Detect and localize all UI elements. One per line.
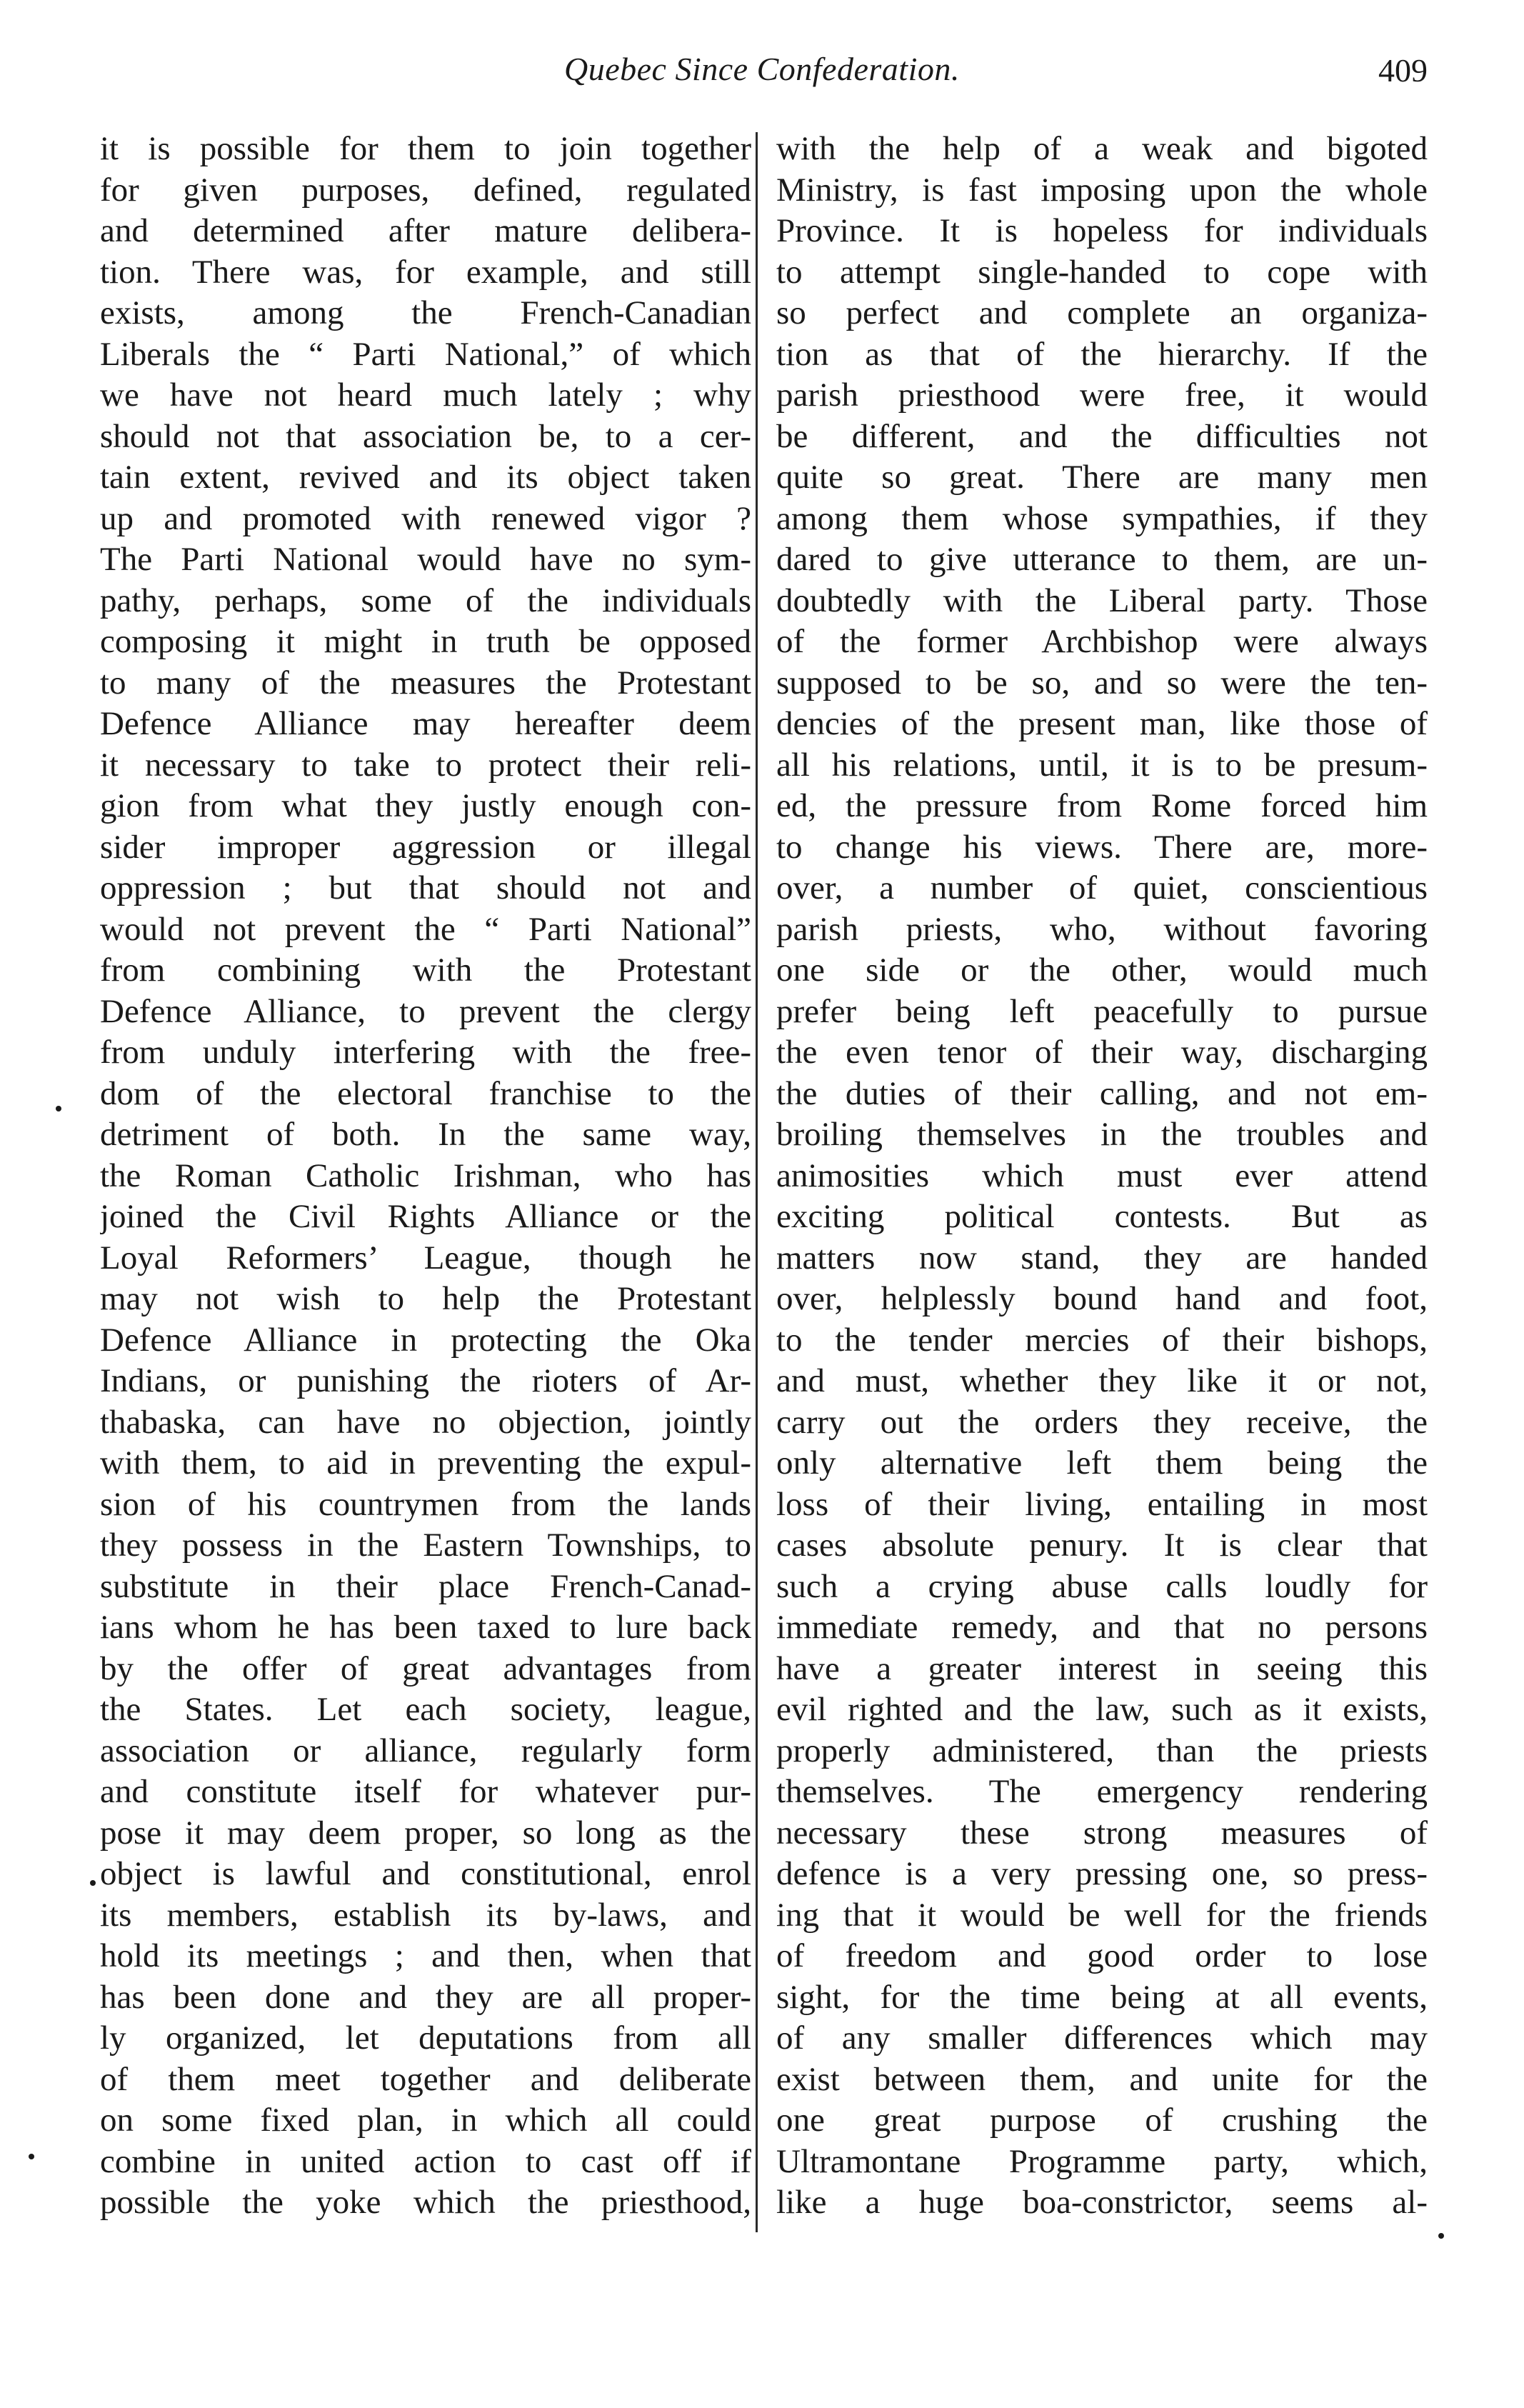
right-column-line: supposed to be so, and so were the ten- xyxy=(776,664,1428,701)
right-column-line: Ultramontane Programme party, which, xyxy=(776,2142,1428,2180)
right-column-line: properly administered, than the priests xyxy=(776,1732,1428,1769)
right-column-line: only alternative left them being the xyxy=(776,1444,1428,1482)
running-title: Quebec Since Confederation. xyxy=(564,51,960,87)
left-column-line: its members, establish its by-laws, and xyxy=(100,1896,751,1934)
left-column-line: it necessary to take to protect their reli- xyxy=(100,746,751,784)
left-column-line: gion from what they justly enough con- xyxy=(100,787,751,824)
ink-speck xyxy=(1438,2233,1444,2239)
left-column-line: tain extent, revived and its object taken xyxy=(100,459,751,496)
left-column-line: the Roman Catholic Irishman, who has xyxy=(100,1156,751,1194)
left-column-line: composing it might in truth be opposed xyxy=(100,623,751,660)
right-column-line: necessary these strong measures of xyxy=(776,1814,1428,1852)
right-column-line: defence is a very pressing one, so press- xyxy=(776,1855,1428,1892)
right-column-line: immediate remedy, and that no persons xyxy=(776,1609,1428,1646)
right-column-line: doubtedly with the Liberal party. Those xyxy=(776,581,1428,619)
left-column-line: we have not heard much lately ; why xyxy=(100,376,751,414)
right-column-line: to attempt single-handed to cope with xyxy=(776,253,1428,291)
left-column-line: Loyal Reformers’ League, though he xyxy=(100,1239,751,1277)
right-column xyxy=(776,129,1428,2224)
right-column-line: over, helplessly bound hand and foot, xyxy=(776,1280,1428,1317)
right-column-line: quite so great. There are many men xyxy=(776,459,1428,496)
right-column-line: ing that it would be well for the friends xyxy=(776,1896,1428,1934)
left-column-line: hold its meetings ; and then, when that xyxy=(100,1937,751,1974)
right-column-line: like a huge boa-constrictor, seems al- xyxy=(776,2184,1428,2221)
right-column-line: matters now stand, they are handed xyxy=(776,1239,1428,1277)
left-column-line: they possess in the Eastern Townships, to xyxy=(100,1527,751,1564)
left-column-line: has been done and they are all proper- xyxy=(100,1978,751,2016)
right-column-line: of any smaller differences which may xyxy=(776,2019,1428,2057)
left-column-line: may not wish to help the Protestant xyxy=(100,1280,751,1317)
left-column-line: combine in united action to cast off if xyxy=(100,2142,751,2180)
right-column-line: all his relations, until, it is to be presum- xyxy=(776,746,1428,784)
right-column-line: prefer being left peacefully to pursue xyxy=(776,992,1428,1030)
right-column-line: cases absolute penury. It is clear that xyxy=(776,1527,1428,1564)
right-column-line: so perfect and complete an organiza- xyxy=(776,294,1428,331)
left-column-line: tion. There was, for example, and still xyxy=(100,253,751,291)
right-column-line: loss of their living, entailing in most xyxy=(776,1485,1428,1523)
running-head xyxy=(0,44,1524,94)
left-column-line: Defence Alliance in protecting the Oka xyxy=(100,1321,751,1359)
left-column-line: Indians, or punishing the rioters of Ar- xyxy=(100,1362,751,1399)
right-column-line: of freedom and good order to lose xyxy=(776,1937,1428,1974)
left-column-line: possible the yoke which the priesthood, xyxy=(100,2184,751,2221)
left-column-line: dom of the electoral franchise to the xyxy=(100,1074,751,1112)
left-column-line: oppression ; but that should not and xyxy=(100,869,751,906)
page-number: 409 xyxy=(1378,52,1428,89)
right-column-line: the duties of their calling, and not em- xyxy=(776,1074,1428,1112)
left-column xyxy=(100,129,751,2224)
right-column-line: carry out the orders they receive, the xyxy=(776,1403,1428,1441)
right-column-line: exist between them, and unite for the xyxy=(776,2060,1428,2098)
left-column-line: The Parti National would have no sym- xyxy=(100,541,751,578)
right-column-line: one side or the other, would much xyxy=(776,951,1428,989)
right-column-line: one great purpose of crushing the xyxy=(776,2102,1428,2139)
ink-speck xyxy=(90,1880,96,1886)
left-column-line: to many of the measures the Protestant xyxy=(100,664,751,701)
left-column-line: by the offer of great advantages from xyxy=(100,1649,751,1687)
right-column-line: among them whose sympathies, if they xyxy=(776,499,1428,537)
left-column-line: and constitute itself for whatever pur- xyxy=(100,1773,751,1810)
right-column-line: to the tender mercies of their bishops, xyxy=(776,1321,1428,1359)
left-column-line: thabaska, can have no objection, jointly xyxy=(100,1403,751,1441)
left-column-line: on some fixed plan, in which all could xyxy=(100,2102,751,2139)
right-column-line: be different, and the difficulties not xyxy=(776,417,1428,455)
left-column-line: from unduly interfering with the free- xyxy=(100,1034,751,1071)
left-column-line: ians whom he has been taxed to lure back xyxy=(100,1609,751,1646)
left-column-line: sion of his countrymen from the lands xyxy=(100,1485,751,1523)
column-rule xyxy=(756,132,758,2232)
right-column-line: animosities which must ever attend xyxy=(776,1156,1428,1194)
left-column-line: should not that association be, to a cer- xyxy=(100,417,751,455)
right-column-line: have a greater interest in seeing this xyxy=(776,1649,1428,1687)
right-column-line: parish priesthood were free, it would xyxy=(776,376,1428,414)
right-column-line: ed, the pressure from Rome forced him xyxy=(776,787,1428,824)
left-column-line: sider improper aggression or illegal xyxy=(100,828,751,866)
right-column-line: dencies of the present man, like those of xyxy=(776,705,1428,742)
right-column-line: exciting political contests. But as xyxy=(776,1198,1428,1235)
right-column-line: such a crying abuse calls loudly for xyxy=(776,1567,1428,1605)
right-column-line: to change his views. There are, more- xyxy=(776,828,1428,866)
left-column-line: pose it may deem proper, so long as the xyxy=(100,1814,751,1852)
left-column-line: exists, among the French-Canadian xyxy=(100,294,751,331)
left-column-line: joined the Civil Rights Alliance or the xyxy=(100,1198,751,1235)
right-column-line: evil righted and the law, such as it exists, xyxy=(776,1691,1428,1728)
left-column-line: and determined after mature delibera- xyxy=(100,212,751,249)
right-column-line: broiling themselves in the troubles and xyxy=(776,1116,1428,1153)
left-column-line: ly organized, let deputations from all xyxy=(100,2019,751,2057)
right-column-line: of the former Archbishop were always xyxy=(776,623,1428,660)
left-column-line: it is possible for them to join together xyxy=(100,130,751,167)
left-column-line: association or alliance, regularly form xyxy=(100,1732,751,1769)
ink-speck xyxy=(29,2154,34,2159)
right-column-line: themselves. The emergency rendering xyxy=(776,1773,1428,1810)
left-column-line: up and promoted with renewed vigor ? xyxy=(100,499,751,537)
left-column-line: from combining with the Protestant xyxy=(100,951,751,989)
left-column-line: object is lawful and constitutional, enrol xyxy=(100,1855,751,1892)
right-column-line: over, a number of quiet, conscientious xyxy=(776,869,1428,906)
left-column-line: substitute in their place French-Canad- xyxy=(100,1567,751,1605)
right-column-line: the even tenor of their way, discharging xyxy=(776,1034,1428,1071)
left-column-line: for given purposes, defined, regulated xyxy=(100,171,751,209)
right-column-line: parish priests, who, without favoring xyxy=(776,910,1428,948)
right-column-line: and must, whether they like it or not, xyxy=(776,1362,1428,1399)
right-column-line: sight, for the time being at all events, xyxy=(776,1978,1428,2016)
right-column-line: dared to give utterance to them, are un- xyxy=(776,541,1428,578)
right-column-line: with the help of a weak and bigoted xyxy=(776,130,1428,167)
left-column-line: detriment of both. In the same way, xyxy=(100,1116,751,1153)
left-column-line: pathy, perhaps, some of the individuals xyxy=(100,581,751,619)
right-column-line: tion as that of the hierarchy. If the xyxy=(776,335,1428,373)
left-column-line: would not prevent the “ Parti National” xyxy=(100,910,751,948)
left-column-line: of them meet together and deliberate xyxy=(100,2060,751,2098)
left-column-line: Defence Alliance may hereafter deem xyxy=(100,705,751,742)
right-column-line: Province. It is hopeless for individuals xyxy=(776,212,1428,249)
left-column-line: with them, to aid in preventing the expul- xyxy=(100,1444,751,1482)
ink-speck xyxy=(56,1106,61,1111)
right-column-line: Ministry, is fast imposing upon the whole xyxy=(776,171,1428,209)
left-column-line: Liberals the “ Parti National,” of which xyxy=(100,335,751,373)
left-column-line: Defence Alliance, to prevent the clergy xyxy=(100,992,751,1030)
left-column-line: the States. Let each society, league, xyxy=(100,1691,751,1728)
